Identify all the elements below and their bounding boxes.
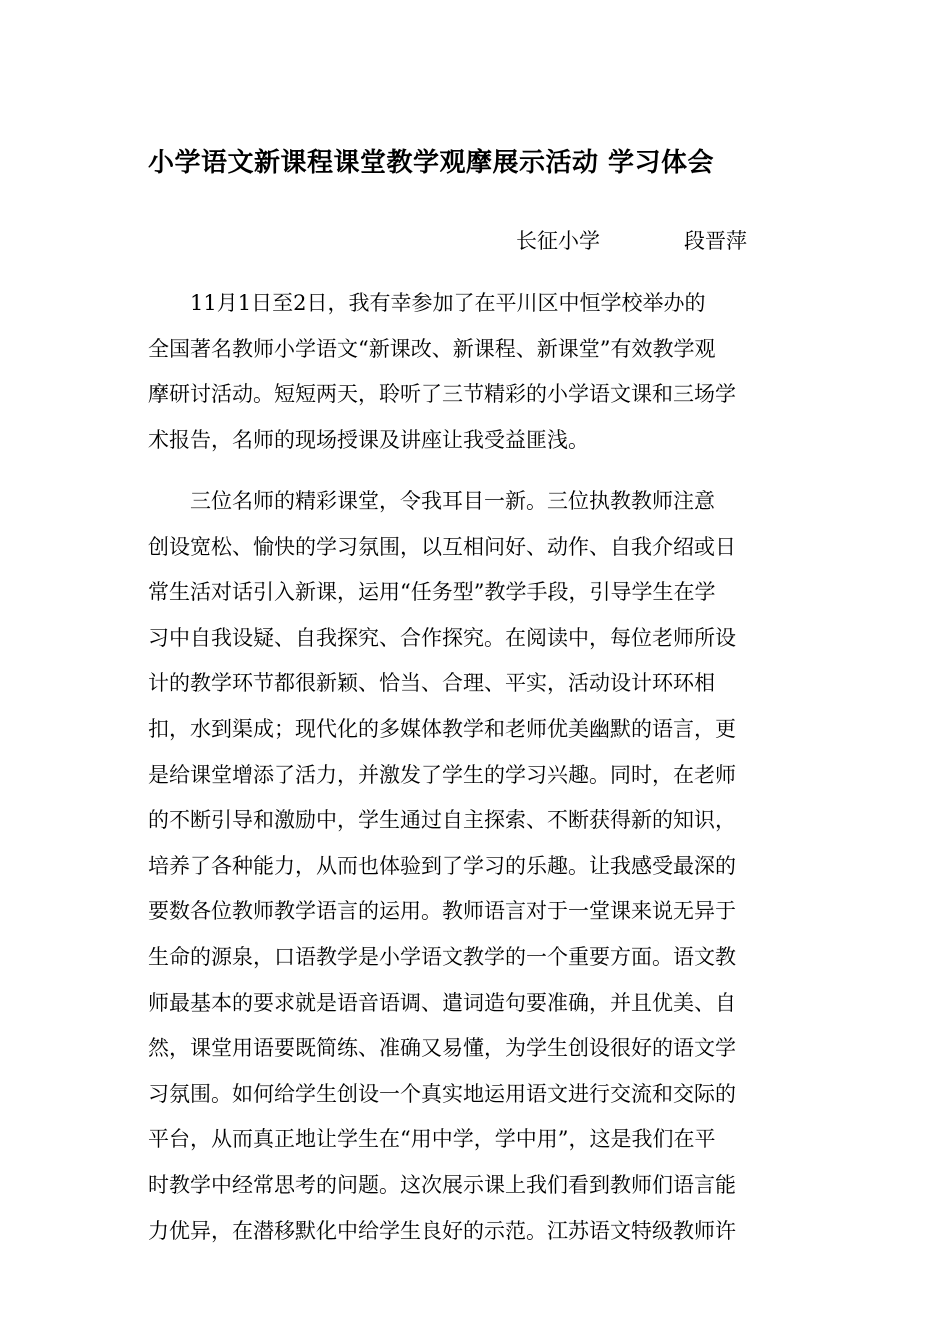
text-line: 的不断引导和激励中，学生通过自主探索、不断获得新的知识， bbox=[148, 808, 736, 833]
text-line: 创设宽松、愉快的学习氛围，以互相问好、动作、自我介绍或日 bbox=[148, 534, 736, 559]
text-line: 培养了各种能力，从而也体验到了学习的乐趣。让我感受最深的 bbox=[148, 853, 736, 878]
text-line: 师最基本的要求就是语音语调、遣词造句要准确，并且优美、自 bbox=[148, 990, 736, 1015]
paragraph bbox=[148, 281, 808, 463]
text-line: 力优异，在潜移默化中给学生良好的示范。江苏语文特级教师许 bbox=[148, 1218, 736, 1243]
author-school: 长征小学 bbox=[516, 229, 600, 253]
text-line: 摩研讨活动。短短两天，聆听了三节精彩的小学语文课和三场学 bbox=[148, 382, 736, 407]
text-line: 生命的源泉，口语教学是小学语文教学的一个重要方面。语文教 bbox=[148, 944, 736, 969]
author-name: 段晋萍 bbox=[684, 229, 747, 253]
text-line: 习中自我设疑、自我探究、合作探究。在阅读中，每位老师所设 bbox=[148, 625, 736, 650]
paragraph bbox=[148, 479, 808, 1254]
text-line: 要数各位教师教学语言的运用。教师语言对于一堂课来说无异于 bbox=[148, 899, 736, 924]
text-line: 三位名师的精彩课堂，令我耳目一新。三位执教教师注意 bbox=[148, 489, 715, 513]
text-line: 11月1日至2日，我有幸参加了在平川区中恒学校举办的 bbox=[148, 291, 706, 315]
text-line: 术报告，名师的现场授课及讲座让我受益匪浅。 bbox=[148, 427, 589, 452]
text-line: 计的教学环节都很新颖、恰当、合理、平实，活动设计环环相 bbox=[148, 671, 715, 696]
text-line: 平台，从而真正地让学生在“用中学，学中用”，这是我们在平 bbox=[148, 1127, 716, 1152]
text-line: 是给课堂增添了活力，并激发了学生的学习兴趣。同时，在老师 bbox=[148, 762, 736, 787]
text-line: 扣，水到渠成；现代化的多媒体教学和老师优美幽默的语言，更 bbox=[148, 716, 736, 741]
text-line: 全国著名教师小学语文“新课改、新课程、新课堂”有效教学观 bbox=[148, 336, 716, 361]
text-line: 时教学中经常思考的问题。这次展示课上我们看到教师们语言能 bbox=[148, 1172, 736, 1197]
text-line: 常生活对话引入新课，运用“任务型”教学手段，引导学生在学 bbox=[148, 580, 716, 605]
document-title: 小学语文新课程课堂教学观摩展示活动 学习体会 bbox=[148, 148, 715, 178]
text-line: 习氛围。如何给学生创设一个真实地运用语文进行交流和交际的 bbox=[148, 1081, 736, 1106]
text-line: 然，课堂用语要既简练、准确又易懂，为学生创设很好的语文学 bbox=[148, 1036, 736, 1061]
